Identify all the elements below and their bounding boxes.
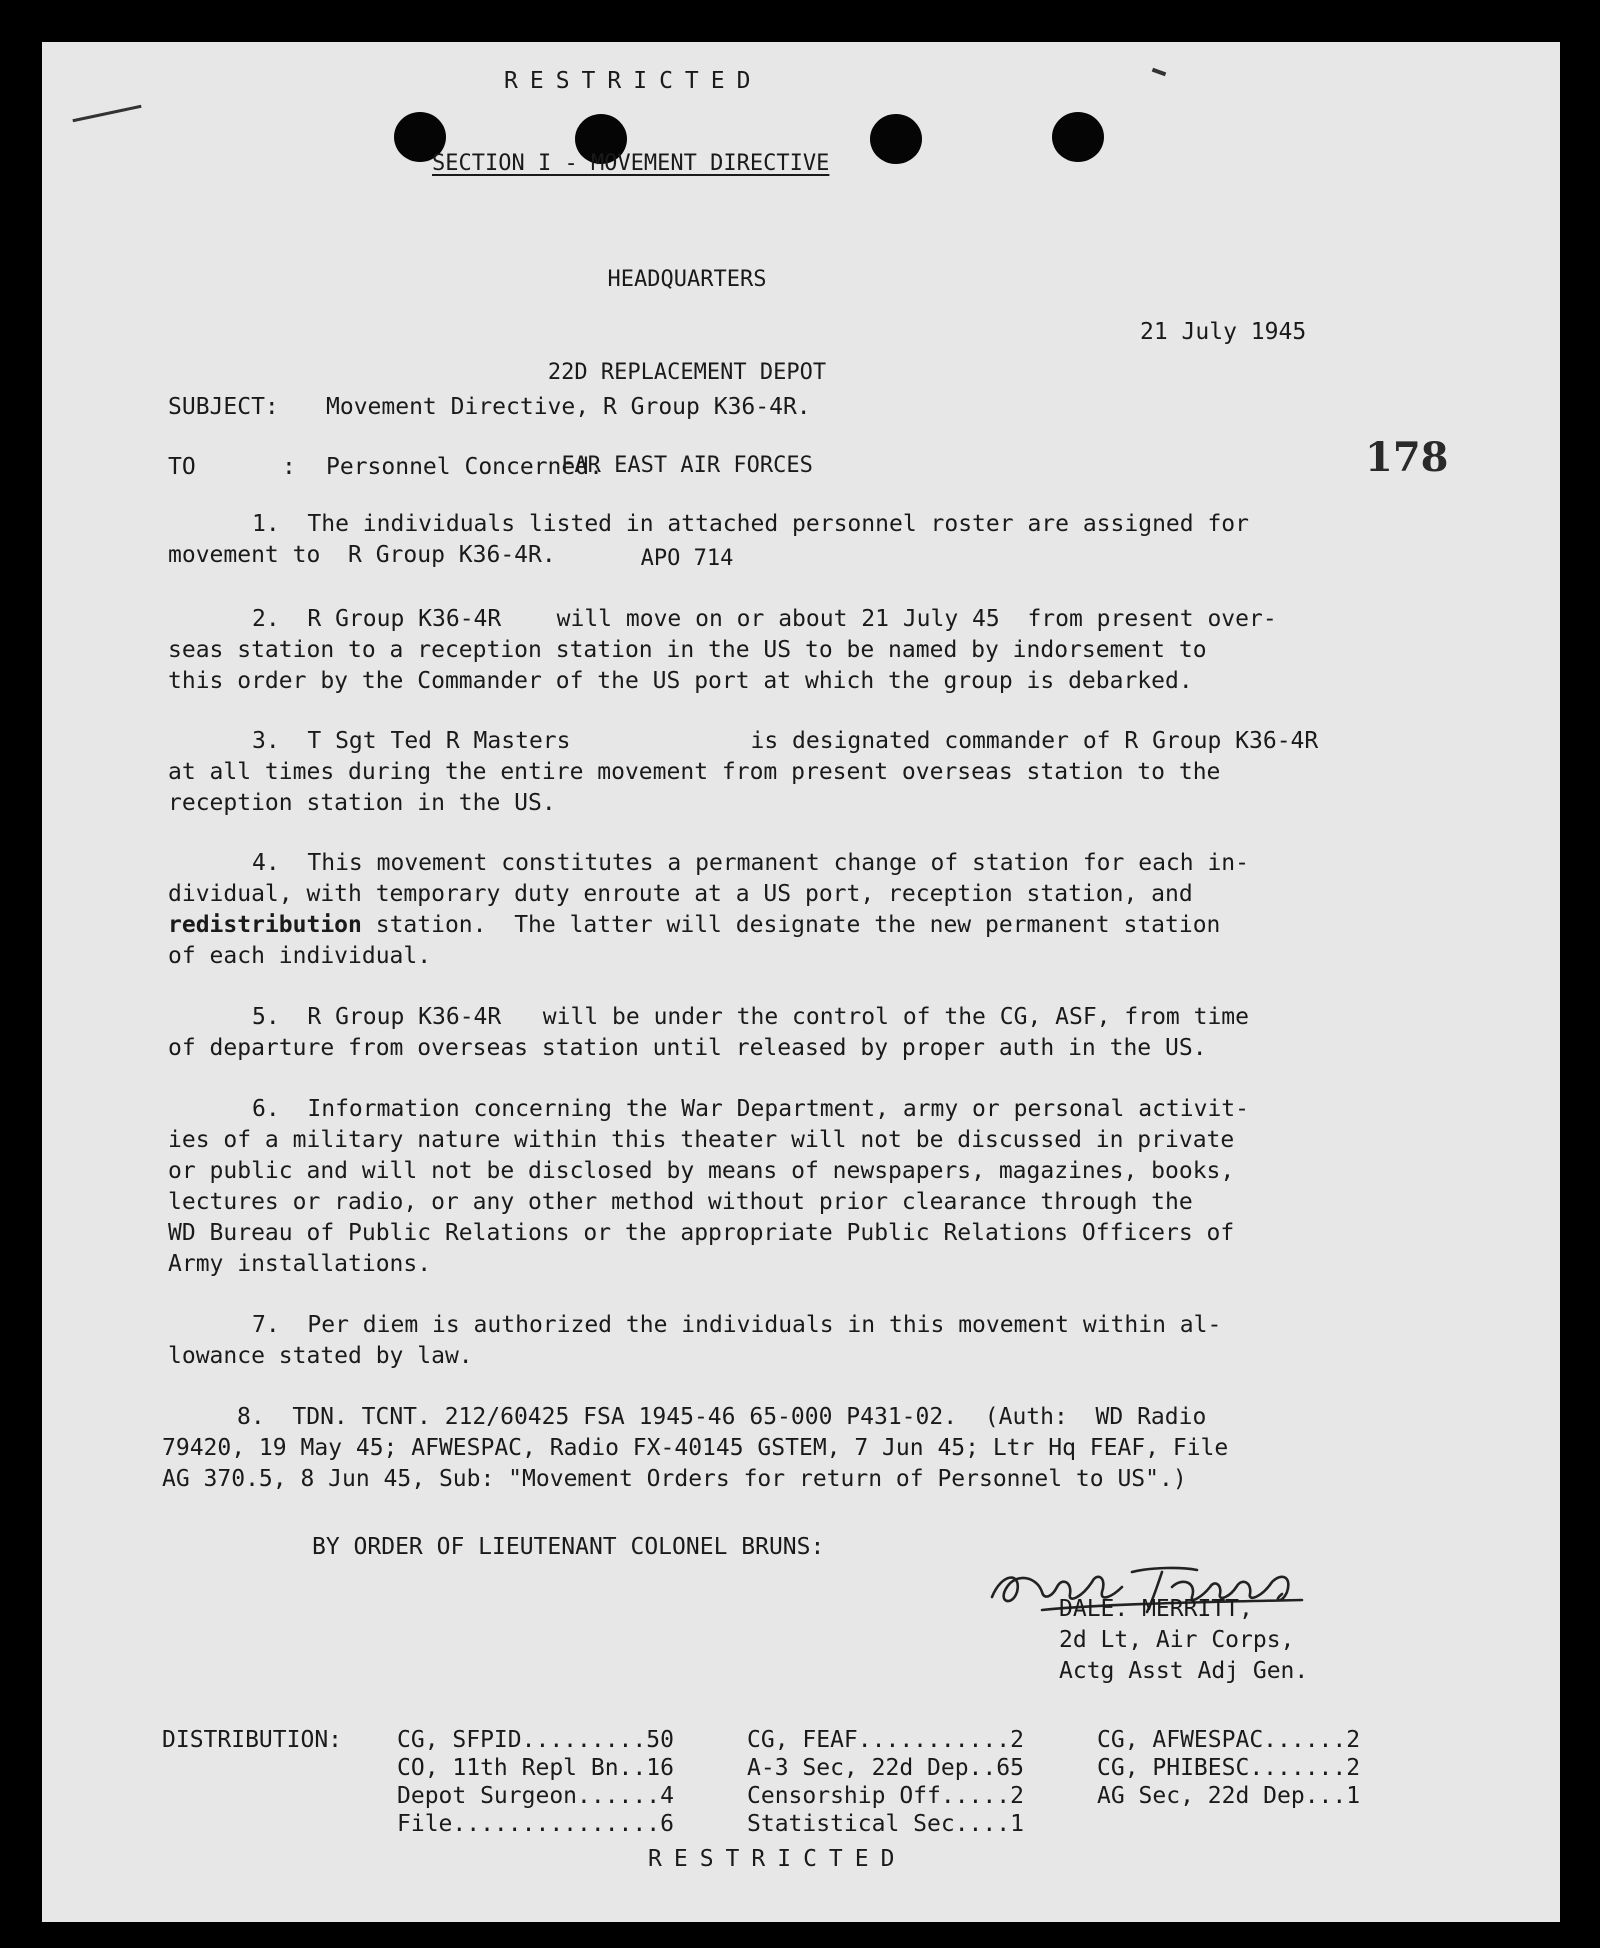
- paragraph-4-line-1: 4. This movement constitutes a permanent change of station for each in-: [252, 850, 1249, 876]
- punch-hole-3: [870, 114, 922, 164]
- distribution-entry: Depot Surgeon......4: [397, 1783, 674, 1809]
- paragraph-8-line-2: 79420, 19 May 45; AFWESPAC, Radio FX-40145 GSTEM, 7 Jun 45; Ltr Hq FEAF, File: [162, 1435, 1229, 1461]
- stray-mark: [1152, 68, 1167, 77]
- to-colon: :: [282, 454, 296, 480]
- paragraph-5-line-1: 5. R Group K36-4R will be under the control of the CG, ASF, from time: [252, 1004, 1249, 1030]
- paragraph-6-line-6: Army installations.: [168, 1251, 432, 1277]
- paragraph-8-line-1: 8. TDN. TCNT. 212/60425 FSA 1945-46 65-000 P431-02. (Auth: WD Radio: [237, 1404, 1207, 1430]
- paragraph-3-line-2: at all times during the entire movement from present overseas station to the: [168, 759, 1221, 785]
- signer-rank: 2d Lt, Air Corps,: [1059, 1627, 1295, 1653]
- paragraph-4-line-2: dividual, with temporary duty enroute at a US port, reception station, and: [168, 881, 1193, 907]
- paragraph-6-line-2: ies of a military nature within this theater will not be discussed in private: [168, 1127, 1235, 1153]
- paragraph-6-line-5: WD Bureau of Public Relations or the appropriate Public Relations Officers of: [168, 1220, 1235, 1246]
- paragraph-2-line-2: seas station to a reception station in the US to be named by indorsement to: [168, 637, 1207, 663]
- paragraph-6-line-3: or public and will not be disclosed by means of newspapers, magazines, books,: [168, 1158, 1235, 1184]
- restricted-bottom: RESTRICTED: [648, 1846, 907, 1872]
- distribution-entry: Censorship Off.....2: [747, 1783, 1024, 1809]
- distribution-entry: A-3 Sec, 22d Dep..65: [747, 1755, 1024, 1781]
- document-page: [42, 42, 1560, 1922]
- distribution-entry: CG, SFPID.........50: [397, 1727, 674, 1753]
- distribution-entry: Statistical Sec....1: [747, 1811, 1024, 1837]
- distribution-row: [397, 1782, 1360, 1810]
- to-value: Personnel Concerned.: [326, 454, 603, 480]
- paragraph-5-line-2: of departure from overseas station until released by proper auth in the US.: [168, 1035, 1207, 1061]
- order-line: BY ORDER OF LIEUTENANT COLONEL BRUNS:: [312, 1534, 825, 1560]
- paragraph-2-line-3: this order by the Commander of the US port at which the group is debarked.: [168, 668, 1193, 694]
- to-label: TO: [168, 454, 196, 480]
- hq-line: APO 714: [640, 546, 734, 571]
- distribution-entry: [1097, 1810, 1360, 1838]
- paragraph-1-line-1: 1. The individuals listed in attached personnel roster are assigned for: [252, 511, 1249, 537]
- paragraph-4-line-3: redistribution station. The latter will designate the new permanent station: [168, 912, 1221, 938]
- paragraph-2-line-1: 2. R Group K36-4R will move on or about 21 July 45 from present over-: [252, 606, 1277, 632]
- paragraph-3-line-1: 3. T Sgt Ted R Masters is designated commander of R Group K36-4R: [252, 728, 1319, 754]
- paragraph-6-line-4: lectures or radio, or any other method without prior clearance through the: [168, 1189, 1193, 1215]
- paragraph-1-line-2: movement to R Group K36-4R.: [168, 542, 556, 568]
- distribution-entry: CG, AFWESPAC......2: [1097, 1727, 1361, 1753]
- paragraph-6-line-1: 6. Information concerning the War Department, army or personal activit-: [252, 1096, 1249, 1122]
- stray-mark: [72, 105, 141, 122]
- hq-line: 22D REPLACEMENT DEPOT: [547, 360, 827, 385]
- subject-label: SUBJECT:: [168, 394, 279, 420]
- hq-line: HEADQUARTERS: [607, 267, 767, 292]
- paragraph-4-line-4: of each individual.: [168, 943, 432, 969]
- signer-name: DALE. MERRITT,: [1059, 1596, 1253, 1622]
- page-stamp: 178: [1365, 434, 1449, 481]
- document-date: 21 July 1945: [1140, 319, 1307, 345]
- restricted-top: RESTRICTED: [504, 68, 763, 94]
- bold-word: redistribution: [168, 912, 362, 938]
- distribution-entry: CG, PHIBESC.......2: [1097, 1755, 1361, 1781]
- distribution-entry: CG, FEAF...........2: [747, 1727, 1024, 1753]
- signer-title: Actg Asst Adj Gen.: [1059, 1658, 1309, 1684]
- punch-hole-4: [1052, 112, 1104, 162]
- distribution-table: [397, 1726, 1360, 1838]
- distribution-entry: AG Sec, 22d Dep...1: [1097, 1783, 1361, 1809]
- subject-value: Movement Directive, R Group K36-4R.: [326, 394, 811, 420]
- distribution-entry: CO, 11th Repl Bn..16: [397, 1755, 674, 1781]
- distribution-label: DISTRIBUTION:: [162, 1727, 343, 1753]
- distribution-entry: File...............6: [397, 1811, 674, 1837]
- hq-line: FAR EAST AIR FORCES: [561, 453, 813, 478]
- distribution-row: [397, 1726, 1360, 1754]
- paragraph-7-line-1: 7. Per diem is authorized the individuals in this movement within al-: [252, 1312, 1222, 1338]
- paragraph-3-line-3: reception station in the US.: [168, 790, 556, 816]
- distribution-row: [397, 1754, 1360, 1782]
- section-title: SECTION I - MOVEMENT DIRECTIVE: [432, 151, 830, 176]
- distribution-row: [397, 1810, 1360, 1838]
- paragraph-8-line-3: AG 370.5, 8 Jun 45, Sub: "Movement Orders for return of Personnel to US".): [162, 1466, 1187, 1492]
- paragraph-7-line-2: lowance stated by law.: [168, 1343, 473, 1369]
